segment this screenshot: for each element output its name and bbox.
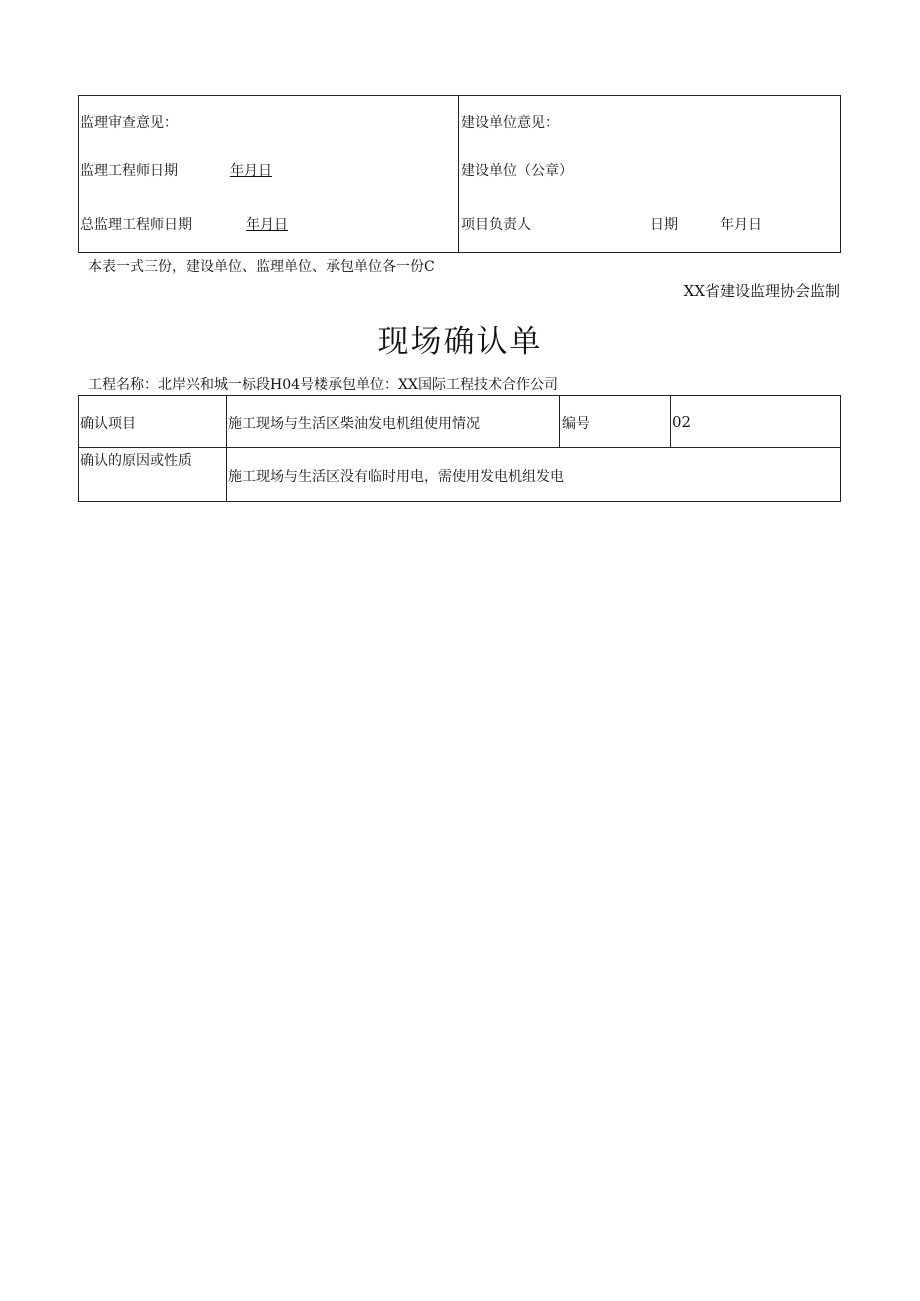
chief-engineer-date-label: 总监理工程师日期 (80, 217, 192, 233)
date-label: 日期 (650, 217, 678, 233)
confirm-item-label: 确认项目 (80, 416, 136, 432)
supervision-engineer-date-label: 监理工程师日期 (80, 163, 178, 179)
approval-table-divider (458, 95, 459, 253)
chief-engineer-date-value: 年月日 (246, 217, 288, 233)
footnote: 本表一式三份，建设单位、监理单位、承包单位各一份C (88, 259, 435, 275)
owner-opinion-label: 建设单位意见： (461, 115, 559, 131)
number-value: 02 (672, 413, 692, 431)
confirm-table-col-divider (670, 395, 671, 448)
confirm-table-row-divider (78, 447, 841, 448)
number-label: 编号 (562, 416, 590, 432)
confirm-item-value: 施工现场与生活区柴油发电机组使用情况 (228, 416, 480, 432)
project-leader-label: 项目负责人 (461, 217, 531, 233)
supervision-engineer-date-value: 年月日 (230, 163, 272, 179)
page-title: 现场确认单 (377, 324, 543, 360)
confirm-table-col-divider (559, 395, 560, 448)
reason-label: 确认的原因或性质 (80, 453, 192, 469)
supervision-review-label: 监理审查意见： (80, 115, 178, 131)
owner-seal-label: 建设单位（公章） (461, 163, 573, 179)
project-info: 工程名称：北岸兴和城一标段H04号楼承包单位：XX国际工程技术合作公司 (88, 377, 558, 393)
reason-value: 施工现场与生活区没有临时用电，需使用发电机组发电 (228, 469, 564, 485)
issuer: XX省建设监理协会监制 (683, 282, 840, 300)
date-value: 年月日 (720, 217, 762, 233)
confirm-table-col-divider (226, 395, 227, 502)
